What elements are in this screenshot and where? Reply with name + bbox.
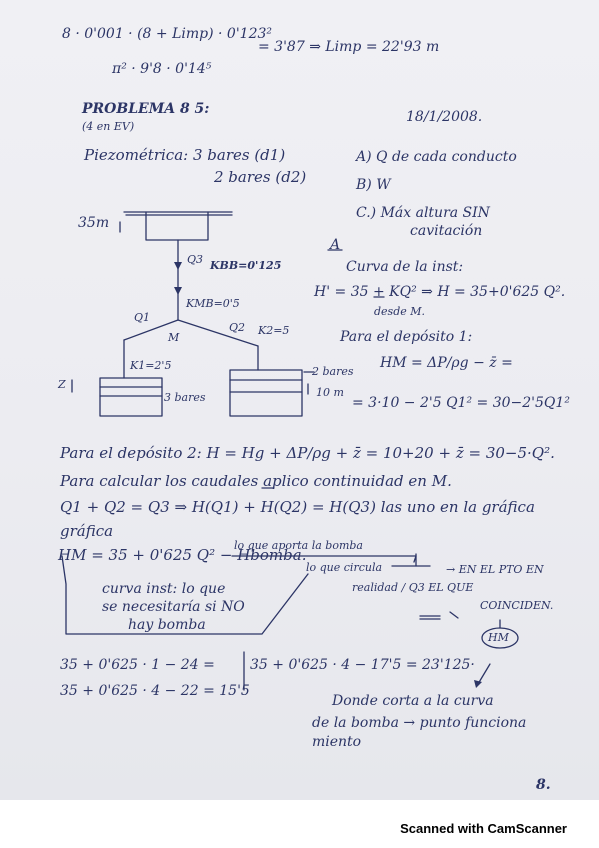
question-b: B) W [356, 177, 391, 193]
height-top-label: 35m [78, 215, 110, 231]
hm-equation: HM = 35 + 0'625 Q² − Hbomba. [58, 546, 307, 564]
scanner-footer [0, 800, 599, 848]
q2-label: Q2 [229, 321, 246, 334]
note-coinciden: COINCIDEN. [480, 599, 554, 612]
note-bomba: lo que aporta la bomba [234, 539, 363, 552]
note-realidad: realidad / Q3 EL QUE [352, 581, 474, 594]
arrow-kmb [174, 287, 182, 295]
bars3-label: 3 bares [164, 391, 206, 404]
depth10-label: 10 m [316, 386, 344, 399]
eq-hm2: = 3·10 − 2'5 Q1² = 30−2'5Q1² [352, 395, 570, 411]
calc-2: 35 + 0'625 · 4 − 22 = 15'5 [60, 683, 250, 699]
eq-hm: HM = ΔP/ρg − z̄ = [380, 355, 513, 371]
problem-subtitle: (4 en EV) [82, 120, 135, 133]
section-a-label: A [330, 237, 341, 253]
problem-title: PROBLEMA 8 5: [82, 101, 210, 117]
calc-1: 35 + 0'625 · 1 − 24 = [60, 657, 215, 673]
tank-2 [230, 370, 302, 416]
calc-3: 35 + 0'625 · 4 − 17'5 = 23'125· [250, 657, 475, 673]
node-m-label: M [168, 331, 180, 344]
note-curva-3: hay bomba [128, 617, 206, 633]
tank-1 [100, 378, 162, 416]
final-note-2: de la bomba → punto funciona [312, 715, 527, 731]
question-a: A) Q de cada conducto [356, 149, 517, 165]
formula-denominator: π² · 9'8 · 0'14⁵ [112, 61, 212, 77]
arrow-q3 [174, 262, 182, 270]
note-curva-2: se necesitaría si NO [102, 599, 245, 615]
hm-circle-label: HM [488, 631, 509, 644]
line-continuity: Para calcular los caudales aplico continuidad en M. [60, 472, 452, 490]
line-grafica: gráfica [60, 522, 114, 540]
note-circula: lo que circula [306, 561, 383, 574]
desde-m: desde M. [374, 305, 426, 318]
q3-label: Q3 [187, 253, 204, 266]
manometric-2: 2 bares (d2) [214, 168, 307, 186]
line-deposito2: Para el depósito 2: H = Hg + ΔP/ρg + z̄ = 10+20 + z̄ = 30−5·Q². [60, 444, 555, 462]
final-note-3: miento [312, 734, 362, 750]
final-note-1: Donde corta a la curva [332, 693, 494, 709]
curve-eq: H' = 35 + KQ² ⇒ H = 35+0'625 Q². [314, 284, 566, 300]
deposito1-label: Para el depósito 1: [340, 329, 473, 345]
top-tank [146, 212, 208, 240]
note-curva-1: curva inst: lo que [102, 581, 226, 597]
kmb-label: KMB=0'5 [186, 297, 240, 310]
k1-label: K1=2'5 [130, 359, 172, 372]
curve-title: Curva de la inst: [346, 259, 464, 275]
page-number: 8. [536, 777, 551, 793]
q1-label: Q1 [134, 311, 151, 324]
k2-label: K2=5 [258, 324, 290, 337]
formula-result: = 3'87 ⇒ Limp = 22'93 m [258, 39, 440, 55]
formula-numerator: 8 · 0'001 · (8 + Limp) · 0'123² [62, 26, 272, 42]
manometric-label: Piezométrica: 3 bares (d1) [84, 146, 286, 164]
line-q-sum: Q1 + Q2 = Q3 ⇒ H(Q1) + H(Q2) = H(Q3) las uno en la gráfica [60, 498, 535, 516]
kbb-label: KBB=0'125 [210, 259, 282, 272]
scanner-label: Scanned with CamScanner [400, 821, 567, 836]
pipe-q2 [178, 320, 258, 346]
question-c-cont: cavitación [410, 223, 483, 239]
note-pto: → EN EL PTO EN [446, 563, 544, 576]
bars2-label: 2 bares [312, 365, 354, 378]
problem-date: 18/1/2008. [406, 109, 483, 125]
question-c: C.) Máx altura SIN [356, 205, 490, 221]
z-label: Z [58, 378, 66, 391]
